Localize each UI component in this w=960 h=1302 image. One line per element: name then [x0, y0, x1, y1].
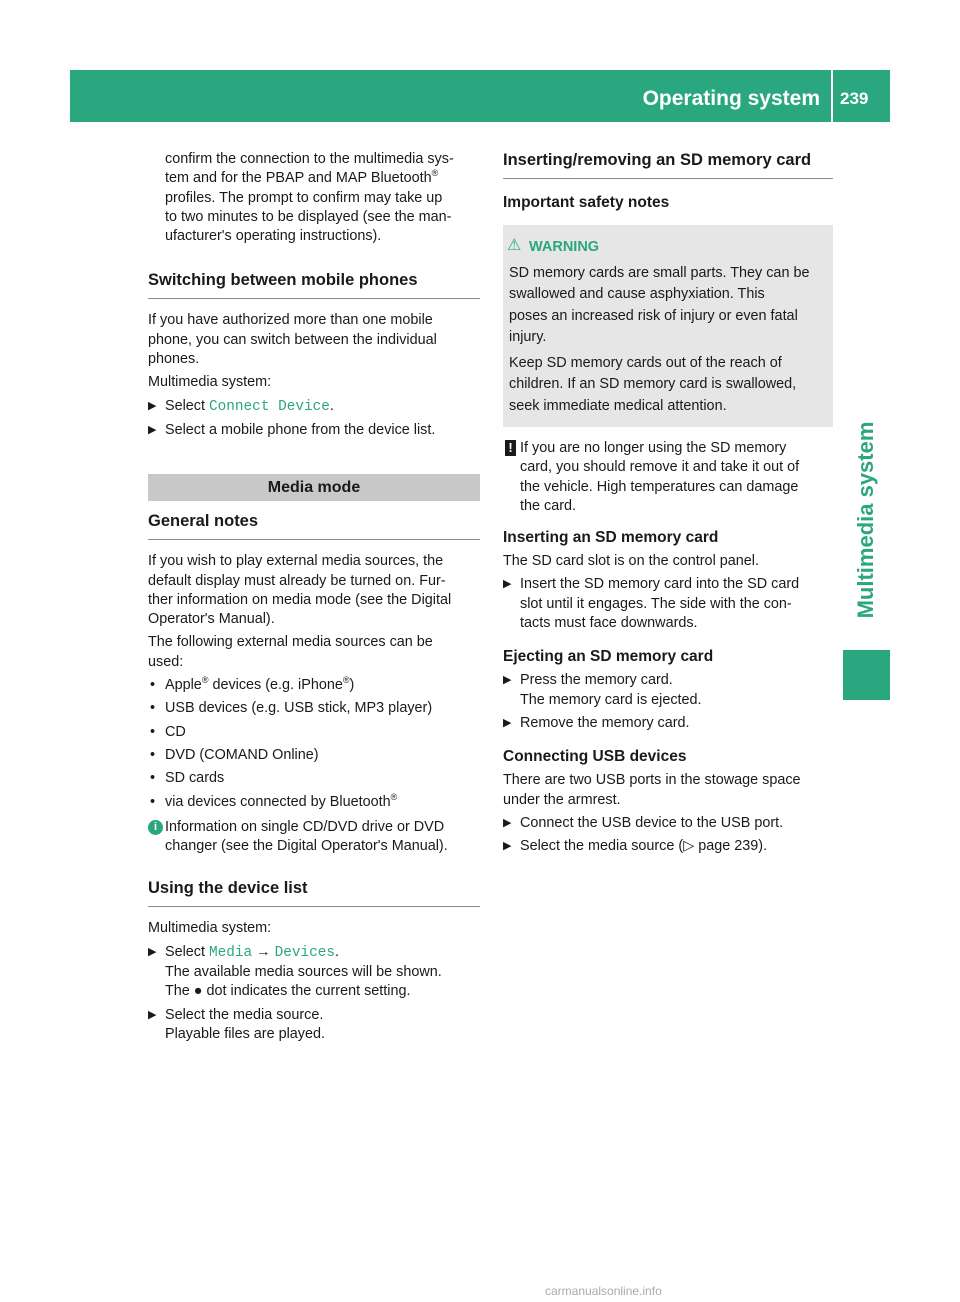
page-number: 239: [840, 89, 869, 108]
step-item: ▶ Select Connect Device.: [148, 397, 334, 415]
list-item: • via devices connected by Bluetooth®: [150, 791, 398, 810]
list-item: • Apple® devices (e.g. iPhone®): [150, 675, 355, 694]
warning-title: ⚠ WARNING: [507, 237, 600, 255]
step-item: ▶ Select the media source (▷ page 239).: [503, 837, 833, 856]
list-item: • USB devices (e.g. USB stick, MP3 player): [150, 700, 433, 717]
subheading-usb: Connecting USB devices: [503, 748, 687, 766]
multimedia-label: Multimedia system:: [148, 374, 272, 391]
arrow-right-icon: ▶: [148, 1008, 157, 1021]
header-title: Operating system: [642, 87, 820, 110]
arrow-right-icon: ▶: [503, 716, 512, 729]
subheading-inserting: Inserting an SD memory card: [503, 529, 719, 547]
arrow-right-icon: ▶: [148, 945, 157, 958]
caution-note: ! If you are no longer using the SD memory card, you should remove it and take it out of the vehicle. High temperatures can damage the card.: [503, 439, 833, 516]
step-item: ▶ Select the media source. Playable files are played.: [148, 1006, 325, 1042]
section-heading-switching: Switching between mobile phones: [148, 270, 480, 299]
subheading-ejecting: Ejecting an SD memory card: [503, 648, 714, 666]
section-heading-device-list: Using the device list: [148, 878, 480, 907]
multimedia-label: Multimedia system:: [148, 920, 272, 937]
exclamation-icon: !: [505, 440, 516, 456]
step-item: ▶ Press the memory card. The memory card is ejected.: [503, 672, 702, 708]
arrow-right-icon: ▶: [503, 840, 512, 853]
warning-box: ⚠ WARNING SD memory cards are small parts. They can be swallowed and cause asphyxiation. This poses an increased risk of injury or even fatal injury. Keep SD memory cards out of the reach of children. If an SD memory card is swallowed, seek immediate medical attention.: [503, 225, 833, 427]
menu-item-connect-device[interactable]: Connect Device: [209, 398, 330, 415]
step-item: ▶ Select Media → Devices. The available media sources will be shown. The ● dot indicates the current setting.: [148, 943, 442, 1000]
section-band-media-mode: Media mode: [148, 474, 480, 501]
step-item: ▶ Select a mobile phone from the device list.: [148, 421, 480, 440]
left-column: confirm the connection to the multimedia sys- tem and for the PBAP and MAP Bluetooth® profiles. The prompt to confirm may take up to two minutes to be displayed (see the man- ufacturer's operating instructions). Switching between mobile phones If you have authorized more than one mobile phone, you can switch between the individual phones. Multimedia system: ▶ Select Connect Device. ▶ Select a mobile phone from the device list. Media mode General notes If you wish to play external media sources, the default display must already be turned on. Fur- ther information on media mode (see the Digital Operator's Manual). The following external media sources can be used: • Apple® devices (e.g. iPhone®) • USB devices (e.g. USB stick, MP3 player) • CD • DVD (COMAND Online) • SD cards • via devices connected by Bluetooth® i Information on single CD/DVD drive or DVD changer (see the Digital Operator's Manual). Using the device list Multimedia system: ▶ Select Media → Devices. The available media sources will be shown. The ● dot indicates the current setting. ▶ Select the media source. Playable files are played.: [148, 150, 480, 1044]
page-reference-link[interactable]: ▷: [683, 838, 695, 855]
section-heading-sd-card: Inserting/removing an SD memory card: [503, 150, 833, 179]
intro-paragraph: confirm the connection to the multimedia sys- tem and for the PBAP and MAP Bluetooth® profiles. The prompt to confirm may take up to two minutes to be displayed (see the man- ufacturer's operating instructions).: [165, 151, 454, 245]
step-item: ▶ Insert the SD memory card into the SD card slot until it engages. The side with the con- tacts must face downwards.: [503, 576, 800, 632]
header-divider: [831, 70, 833, 122]
footer-watermark: carmanualsonline.info: [545, 1284, 662, 1298]
arrow-right-icon: ▶: [148, 423, 157, 436]
info-note: i Information on single CD/DVD drive or DVD changer (see the Digital Operator's Manual).: [148, 818, 480, 857]
menu-item-devices[interactable]: Devices: [274, 944, 336, 961]
step-item: ▶ Remove the memory card.: [503, 714, 833, 733]
side-tab-label: Multimedia system: [853, 421, 878, 619]
arrow-right-icon: ▶: [503, 578, 512, 591]
arrow-right-icon: ▶: [503, 674, 512, 687]
menu-item-media[interactable]: Media: [209, 944, 253, 961]
side-tab-marker: [843, 650, 890, 700]
selected-dot-icon: ●: [193, 983, 203, 1000]
arrow-right-icon: ▶: [148, 399, 157, 412]
subheading-safety: Important safety notes: [503, 194, 670, 211]
warning-triangle-icon: ⚠: [507, 237, 522, 254]
right-column: Inserting/removing an SD memory card Important safety notes ⚠ WARNING SD memory cards are small parts. They can be swallowed and cause asphyxiation. This poses an increased risk of injury or even fatal injury. Keep SD memory cards out of the reach of children. If an SD memory card is swallowed, seek immediate medical attention. ! If you are no longer using the SD memory card, you should remove it and take it out of the vehicle. High temperatures can damage the card. Inserting an SD memory card The SD card slot is on the control panel. ▶ Insert the SD memory card into the SD card slot until it engages. The side with the con- tacts must face downwards. Ejecting an SD memory card ▶ Press the memory card. The memory card is ejected. ▶ Remove the memory card. Connecting USB devices There are two USB ports in the stowage space under the armrest. ▶ Connect the USB device to the USB port. ▶ Select the media source (▷ page 239).: [503, 150, 833, 856]
info-icon: i: [148, 820, 163, 835]
step-item: ▶ Connect the USB device to the USB port.: [503, 814, 833, 833]
section-heading-general: General notes: [148, 511, 480, 540]
arrow-right-icon: ▶: [503, 816, 512, 829]
list-item: • DVD (COMAND Online): [150, 746, 319, 763]
list-item: • SD cards: [150, 770, 225, 787]
list-item: • CD: [150, 723, 186, 740]
